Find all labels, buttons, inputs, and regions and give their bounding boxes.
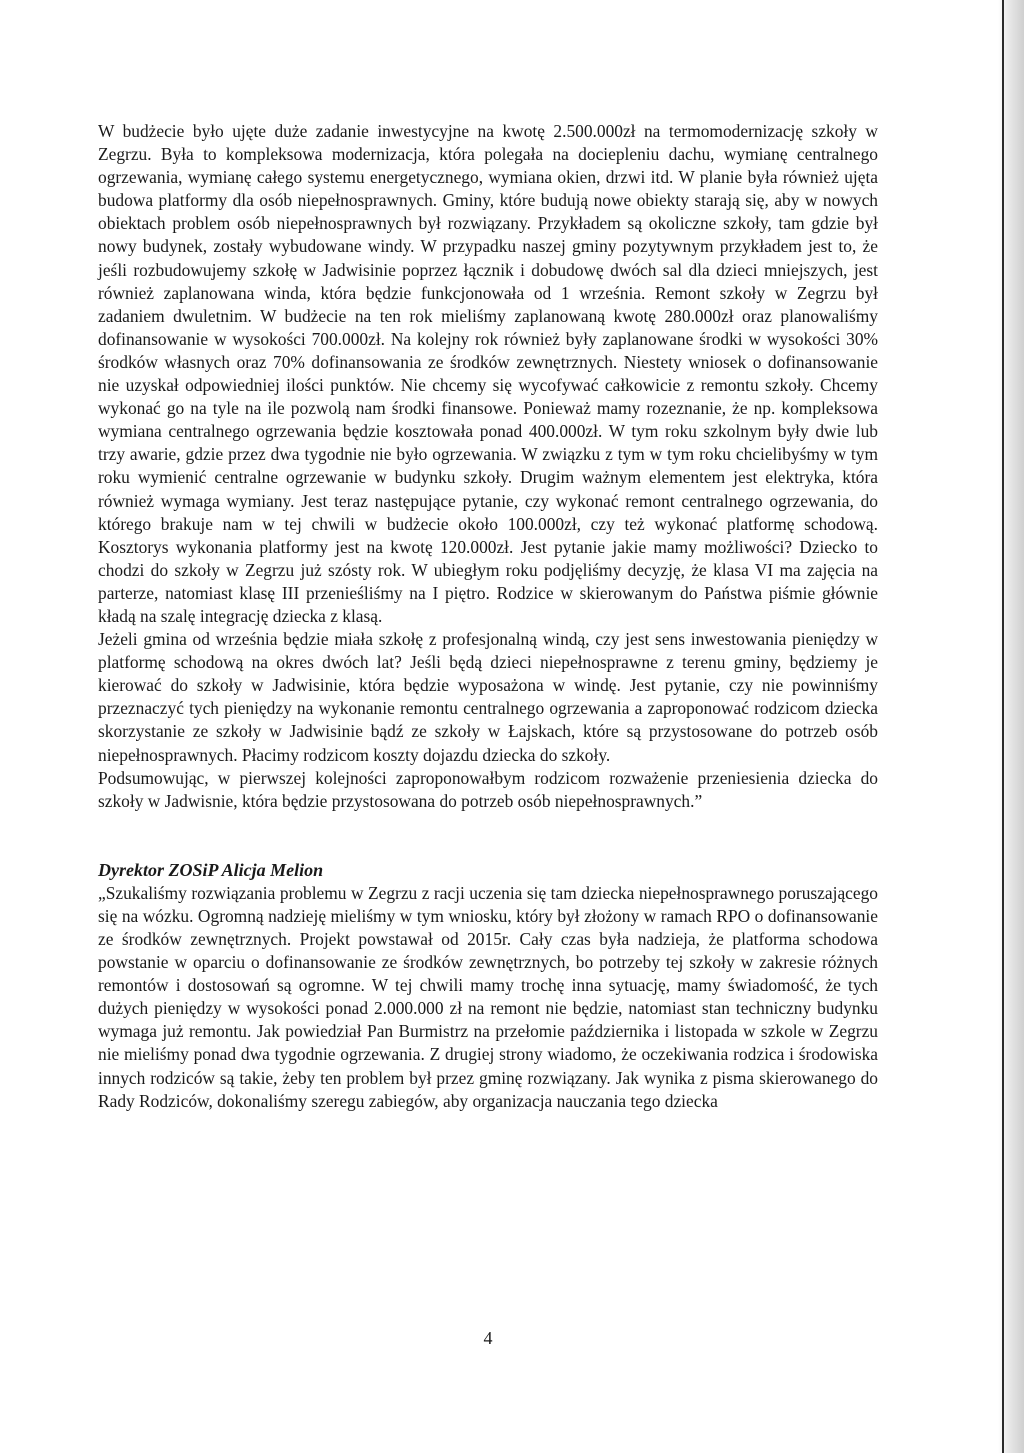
paragraph-budget-investment: W budżecie było ujęte duże zadanie inwestycyjne na kwotę 2.500.000zł na termomodernizację szkoły w Zegrzu. Była to kompleksowa modernizacja, która polegała na dociepleniu dachu, wymianę centralnego ogrzewania, wymianę całego systemu energetycznego, wymiana okien, drzwi itd. W planie była również ujęta budowa platformy dla osób niepełnosprawnych. Gminy, które budują nowe obiekty starają się, aby w nowych obiektach problem osób niepełnosprawnych był rozwiązany. Przykładem są okoliczne szkoły, tam gdzie był nowy budynek, zostały wybudowane windy. W przypadku naszej gminy pozytywnym przykładem jest to, że jeśli rozbudowujemy szkołę w Jadwisinie poprzez łącznik i dobudowę dwóch sal dla dzieci mniejszych, jest również zaplanowana winda, która będzie funkcjonowała od 1 września. Remont szkoły w Zegrzu był zadaniem dwuletnim. W budżecie na ten rok mieliśmy zaplanowaną kwotę 280.000zł oraz planowaliśmy dofinansowanie w wysokości 700.000zł. Na kolejny rok również były zaplanowane środki w wysokości 30% środków własnych oraz 70% dofinansowania ze środków zewnętrznych. Niestety wniosek o dofinansowanie nie uzyskał odpowiedniej ilości punktów. Nie chcemy się wycofywać całkowicie z remontu szkoły. Chcemy wykonać go na tyle na ile pozwolą nam środki finansowe. Ponieważ mamy rozeznanie, że np. kompleksowa wymiana centralnego ogrzewania będzie kosztowała ponad 400.000zł. W tym roku szkolnym były dwie lub trzy awarie, gdzie przez dwa tygodnie nie było ogrzewania. W związku z tym w tym roku chcielibyśmy w tym roku wymienić centralne ogrzewanie w budynku szkoły. Drugim ważnym elementem jest elektryka, która również wymaga wymiany. Jest teraz następujące pytanie, czy wykonać remont centralnego ogrzewania, do którego brakuje nam w tej chwili w budżecie około 100.000zł, czy też wykonać platformę schodową. Kosztorys wykonania platformy jest na kwotę 120.000zł. Jest pytanie jakie mamy możliwości? Dziecko to chodzi do szkoły w Zegrzu już szósty rok. W ubiegłym roku podjęliśmy decyzję, że klasa VI ma zajęcia na parterze, natomiast klasę III przenieśliśmy na I piętro. Rodzice w skierowanym do Państwa piśmie głównie kładą na szalę integrację dziecka z klasą. [98,121,878,626]
section-mayor-statement [98,120,878,813]
paragraph-director-statement: „Szukaliśmy rozwiązania problemu w Zegrzu z racji uczenia się tam dziecka niepełnosprawnego poruszającego się na wózku. Ogromną nadzieję mieliśmy w tym wniosku, który był złożony w ramach RPO o dofinansowanie ze środków zewnętrznych. Projekt powstawał od 2015r. Cały czas była nadzieja, że platforma schodowa powstanie w oparciu o dofinansowanie ze środków zewnętrznych, bo potrzeby tej szkoły w zakresie różnych remontów i dostosowań są ogromne. W tej chwili mamy trochę inna sytuację, mamy świadomość, że tych dużych pieniędzy w wysokości ponad 2.000.000 zł na remont nie będzie, natomiast stan techniczny budynku wymaga już remontu. Jak powiedział Pan Burmistrz na przełomie października i listopada w szkole w Zegrzu nie mieliśmy ponad dwa tygodnie ogrzewania. Z drugiej strony wiadomo, że oczekiwania rodzica i środowiska innych rodziców są takie, żeby ten problem był przez gminę rozwiązany. Jak wynika z pisma skierowanego do Rady Rodziców, dokonaliśmy szeregu zabiegów, aby organizacja nauczania tego dziecka [98,882,878,1111]
scan-edge-line [1002,0,1004,1453]
paragraph-summary: Podsumowując, w pierwszej kolejności zaproponowałbym rodzicom rozważenie przeniesienia dziecka do szkoły w Jadwisnie, która będzie przystosowana do potrzeb osób niepełnosprawnych.” [98,767,878,811]
page-number: 4 [483,1328,493,1348]
document-page [98,120,878,1113]
speaker-heading: Dyrektor ZOSiP Alicja Melion [98,859,324,880]
paragraph-elevator-school: Jeżeli gmina od września będzie miała szkołę z profesjonalną windą, czy jest sens inwestowania pieniędzy w platformę schodową na okres dwóch lat? Jeśli będą dzieci niepełnosprawne z terenu gminy, będziemy je kierować do szkoły w Jadwisinie, która będzie wyposażona w windę. Jest pytanie, czy nie powinniśmy przeznaczyć tych pieniędzy na wykonanie remontu centralnego ogrzewania a zaproponować rodzicom dziecka skorzystanie ze szkoły w Jadwisinie bądź ze szkoły w Łajskach, które są przystosowane do potrzeb osób niepełnosprawnych. Płacimy rodzicom koszty dojazdu dziecka do szkoły. [98,629,878,765]
section-director-statement [98,859,878,1113]
